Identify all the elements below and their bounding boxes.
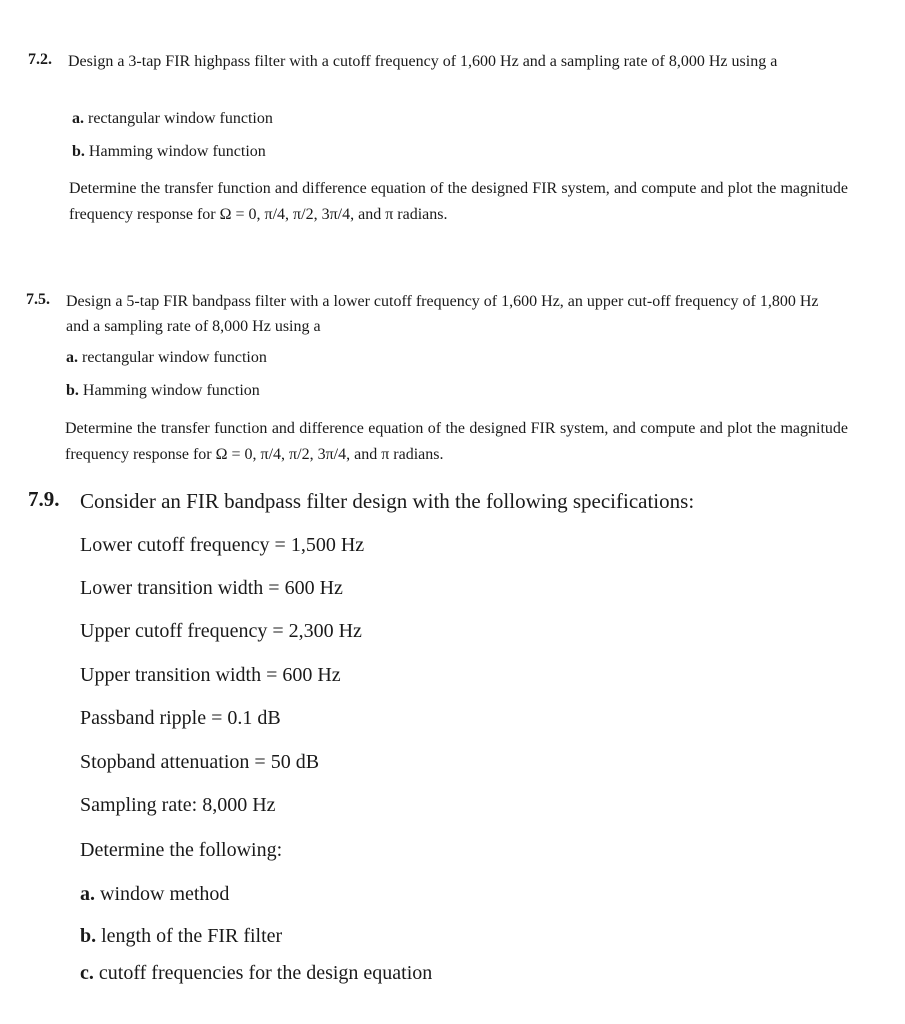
list-item bbox=[66, 382, 260, 400]
item-text: Hamming window function bbox=[88, 143, 266, 160]
problem-statement: Design a 3-tap FIR highpass filter with a cutoff frequency of 1,600 Hz and a sampling rate of 8,000 Hz using a bbox=[68, 53, 778, 70]
item-text: rectangular window function bbox=[82, 349, 267, 366]
item-marker: b. bbox=[72, 143, 85, 160]
problem-number: 7.2. bbox=[28, 51, 52, 68]
item-marker: a. bbox=[80, 883, 95, 905]
item-marker: b. bbox=[80, 925, 97, 947]
problem-instruction: Determine the transfer function and difference equation of the designed FIR system, and compute and plot the magnitude frequency response for Ω = 0, π/4, π/2, 3π/4, and π radians. bbox=[65, 420, 848, 463]
item-text: length of the FIR filter bbox=[101, 925, 283, 947]
spec-line: Upper cutoff frequency = 2,300 Hz bbox=[80, 620, 362, 642]
spec-line: Upper transition width = 600 Hz bbox=[80, 664, 341, 686]
list-item bbox=[80, 962, 432, 985]
item-text: rectangular window function bbox=[88, 110, 273, 127]
spec-line: Determine the following: bbox=[80, 839, 283, 861]
item-marker: c. bbox=[80, 962, 94, 984]
item-text: Hamming window function bbox=[82, 382, 260, 399]
problem-statement: Design a 5-tap FIR bandpass filter with a lower cutoff frequency of 1,600 Hz, an upper cut-off frequency of 1,800 Hz and a sampling rate of 8,000 Hz using a bbox=[66, 293, 819, 335]
list-item bbox=[66, 349, 267, 367]
spec-line: Stopband attenuation = 50 dB bbox=[80, 751, 320, 773]
spec-line: Lower transition width = 600 Hz bbox=[80, 577, 343, 599]
list-item bbox=[72, 143, 266, 161]
item-text: cutoff frequencies for the design equation bbox=[98, 962, 433, 984]
problem-statement: Consider an FIR bandpass filter design with the following specifications: bbox=[80, 489, 695, 513]
spec-line: Sampling rate: 8,000 Hz bbox=[80, 794, 276, 816]
item-marker: b. bbox=[66, 382, 79, 399]
problem-number: 7.5. bbox=[26, 291, 50, 308]
list-item bbox=[80, 925, 282, 948]
spec-line: Passband ripple = 0.1 dB bbox=[80, 707, 281, 729]
spec-line: Lower cutoff frequency = 1,500 Hz bbox=[80, 534, 365, 556]
list-item bbox=[80, 883, 229, 906]
problem-number: 7.9. bbox=[28, 487, 60, 511]
item-marker: a. bbox=[72, 110, 84, 127]
item-text: window method bbox=[100, 883, 230, 905]
list-item bbox=[72, 110, 273, 128]
item-marker: a. bbox=[66, 349, 78, 366]
problem-instruction: Determine the transfer function and difference equation of the designed FIR system, and compute and plot the magnitude frequency response for Ω = 0, π/4, π/2, 3π/4, and π radians. bbox=[69, 180, 848, 223]
